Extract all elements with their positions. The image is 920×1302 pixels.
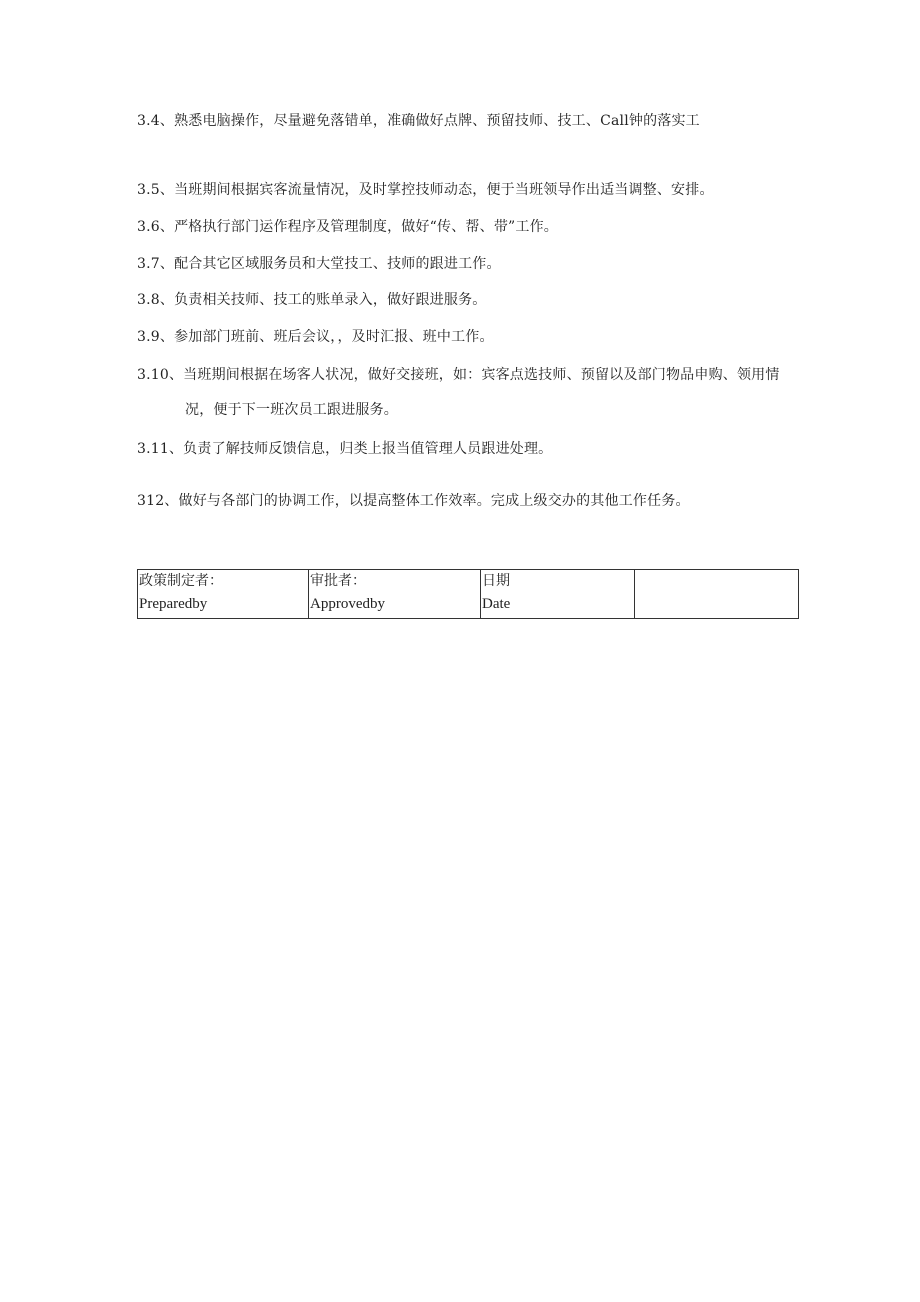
duty-item-3-7: 3.7、配合其它区域服务员和大堂技工、技师的跟进工作。: [137, 256, 501, 272]
duty-item-3-8: 3.8、负责相关技师、技工的账单录入，做好跟进服务。: [137, 292, 487, 308]
prepared-by-label-en: Preparedby: [139, 596, 208, 612]
prepared-by-label-cn: 政策制定者：: [139, 573, 223, 589]
date-label-en: Date: [482, 596, 511, 612]
duty-item-3-11: 3.11、负责了解技师反馈信息，归类上报当值管理人员跟进处理。: [137, 441, 553, 457]
signature-table: [137, 569, 799, 619]
duty-item-3-6: 3.6、严格执行部门运作程序及管理制度，做好“传、帮、带”工作。: [137, 219, 558, 235]
approved-by-label-en: Approvedby: [310, 596, 385, 612]
prepared-by-cell: [138, 570, 309, 619]
blank-cell: [635, 570, 799, 619]
duty-item-3-10-continuation: 况，便于下一班次员工跟进服务。: [185, 402, 398, 418]
duty-item-3-12: 312、做好与各部门的协调工作，以提高整体工作效率。完成上级交办的其他工作任务。: [137, 493, 690, 509]
duty-item-3-5: 3.5、当班期间根据宾客流量情况，及时掌控技师动态，便于当班领导作出适当调整、安排。: [137, 182, 714, 198]
duty-item-3-4: 3.4、熟悉电脑操作，尽量避免落错单，准确做好点牌、预留技师、技工、Call钟的落实工: [137, 113, 700, 129]
approved-by-label-cn: 审批者：: [310, 573, 366, 589]
approved-by-cell: [309, 570, 481, 619]
date-cell: [481, 570, 635, 619]
duty-item-3-10: 3.10、当班期间根据在场客人状况，做好交接班，如：宾客点选技师、预留以及部门物品申购、领用情: [137, 367, 780, 383]
date-label-cn: 日期: [482, 573, 510, 589]
duty-item-3-9: 3.9、参加部门班前、班后会议，，及时汇报、班中工作。: [137, 329, 494, 345]
